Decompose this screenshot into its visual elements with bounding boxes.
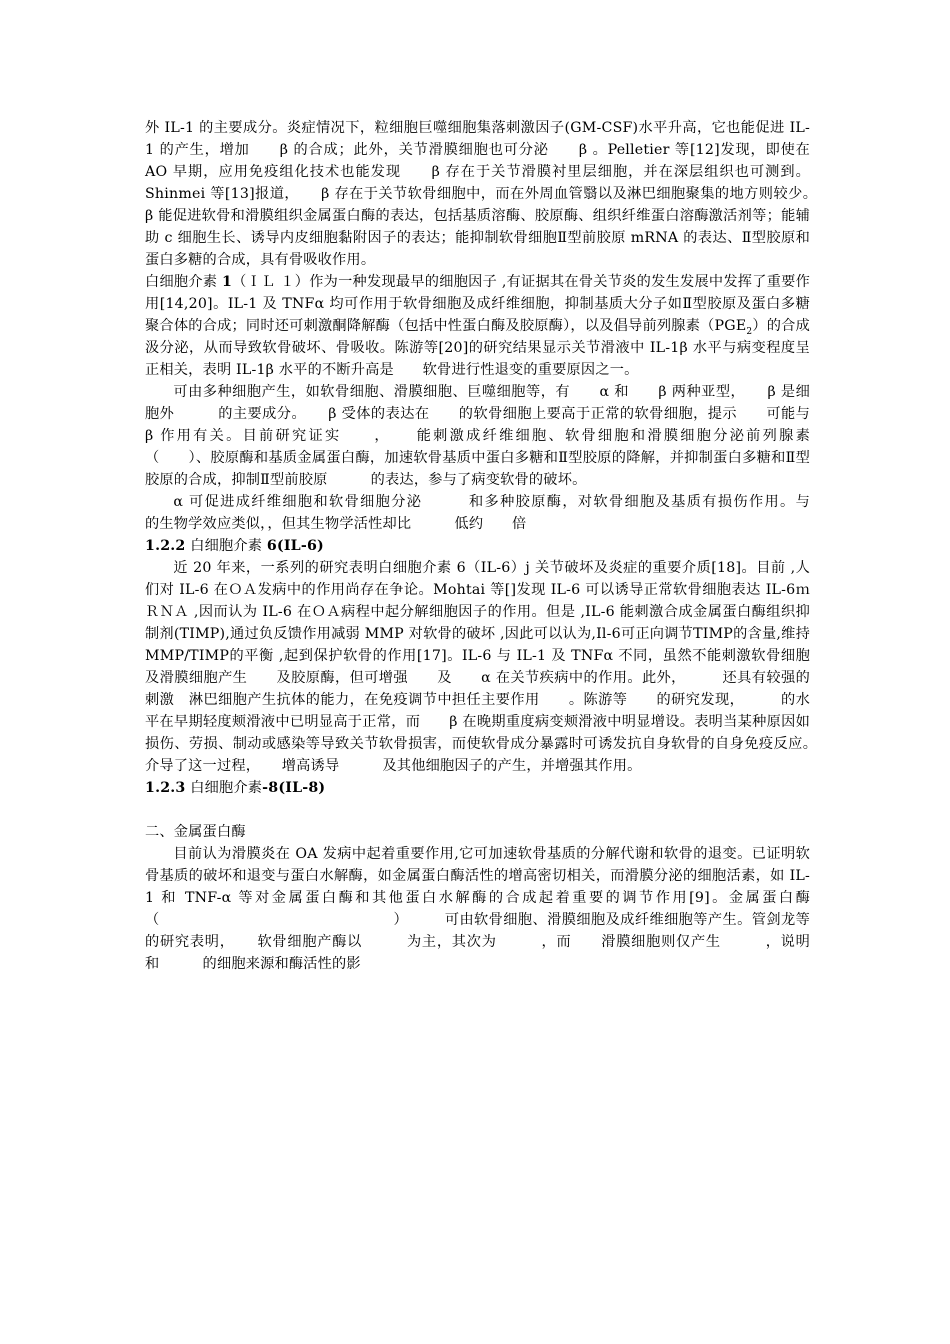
heading-1-2-3 xyxy=(145,777,810,799)
paragraph-tnf-alpha: α 可促进成纤维细胞和软骨细胞分泌 和多种胶原酶，对软骨细胞及基质有损伤作用。与 的生物学效应类似，，但其生物学活性却比 低约 倍 xyxy=(145,494,854,532)
text-span: （ＩＬ １）作为一种发现最早的细胞因子 ,有证据其在骨关节炎的发生发展中发挥了重要作用[14,20]。IL-1 及 TNFα 均可作用于软骨细胞及成纤维细胞，抑制基质大分子如Ⅱ型胶原及蛋白多糖聚合体的合成；同时还可刺激酮降解酶（包括中性蛋白酶及胶原酶），以及倡导前列腺素（PGE xyxy=(145,274,810,334)
paragraph-il1-intro xyxy=(145,271,810,381)
document-page xyxy=(145,117,854,975)
heading-number: 1.2.2 xyxy=(145,538,186,554)
heading-text: 白细胞介素 xyxy=(185,780,263,796)
paragraph-tnf: 可由多种细胞产生，如软骨细胞、滑膜细胞、巨噬细胞等，有 α 和 β 两种亚型， β 是细胞外 的主要成分。 β 受体的表达在 的软骨细胞上要高于正常的软骨细胞，提示 可能与 β 作用有关。目前研究证实 ， 能刺激成纤维细胞、软骨细胞和滑膜细胞分泌前列腺素 （ ）、胶原酶和基质金属蛋白酶，加速软骨基质中蛋白多糖和Ⅱ型胶原的降解，并抑制蛋白多糖和Ⅱ型胶原的合成，抑制Ⅱ型前胶原 的表达，参与了病变软骨的破坏。 xyxy=(145,384,854,488)
heading-bold-text: -8(IL-8) xyxy=(262,780,326,796)
paragraph-mmp: 目前认为滑膜炎在 OA 发病中起着重要作用,它可加速软骨基质的分解代谢和软骨的退变。已证明软骨基质的破坏和退变与蛋白水解酶，如金属蛋白酶活性的增高密切相关，而滑膜分泌的细胞活素，如 IL-1 和 TNF-α 等对金属蛋白酶和其他蛋白水解酶的合成起着重要的调节作用[9]。金属蛋白酶（ ） 可由软骨细胞、滑膜细胞及成纤维细胞等产生。管剑龙等 的研究表明， 软骨细胞产酶以 为主，其次为 ，而 滑膜细胞则仅产生 ，说明 和 的细胞来源和酶活性的影 xyxy=(145,846,854,972)
paragraph-il6: 近 20 年来，一系列的研究表明白细胞介素 6（IL-6）j 关节破坏及炎症的重要介质[18]。目前 ,人们对 IL-6 在ＯＡ发病中的作用尚存在争论。Mohtai 等[]发现 IL-6 可以诱导正常软骨细胞表达 IL-6ｍＲＮＡ ,因而认为 IL-6 在ＯＡ病程中起分解细胞因子的作用。但是 ,IL-6 能刺激合成金属蛋白酶组织抑制剂(TIMP),通过负反馈作用减弱 MMP 对软骨的破坏 ,因此可以认为,Il-6可正向调节TIMP的含量,维持MMP/TIMP的平衡 ,起到保护软骨的作用[17]。IL-6 与 IL-1 及 TNFα 不同，虽然不能刺激软骨细胞及滑膜细胞产生 及胶原酶，但可增强 及 α 在关节疾病中的作用。此外， 还具有较强的刺激 淋巴细胞产生抗体的能力，在免疫调节中担任主要作用 。陈游等 的研究发现， 的水平在早期轻度颊滑液中已明显高于正常，而 β 在晚期重度病变颊滑液中明显增设。表明当某种原因如损伤、劳损、制动或感染等导致关节软骨损害，而使软骨成分暴露时可诱发抗自身软骨的自身免疫反应。 介导了这一过程， 增高诱导 及其他细胞因子的产生，并增强其作用。 xyxy=(145,560,839,774)
text-span: 白细胞介素 xyxy=(145,274,223,290)
heading-1-2-2 xyxy=(145,535,810,557)
heading-number: 1.2.3 xyxy=(145,780,186,796)
heading-bold-text: 6(IL-6) xyxy=(266,538,324,554)
heading-text: 白细胞介素 xyxy=(185,538,267,554)
paragraph-il1-sources: 外 IL-1 的主要成分。炎症情况下，粒细胞巨噬细胞集落刺激因子(GM-CSF)水平升高，它也能促进 IL-1 的产生，增加 β 的合成；此外，关节滑膜细胞也可分泌 β 。Pelletier 等[12]发现，即使在 AO 早期，应用免疫组化技术也能发现 β 存在于关节滑膜衬里层细胞，并在深层组织也可测到。Shinmei 等[13]报道， β 存在于关节软骨细胞中，而在外周血管翳以及淋巴细胞聚集的地方则较少。 β 能促进软骨和滑膜组织金属蛋白酶的表达，包括基质溶酶、胶原酶、组织纤维蛋白溶酶激活剂等；能辅助 c 细胞生长、诱导内皮细胞黏附因子的表达；能抑制软骨细胞Ⅱ型前胶原 mRNA 的表达、Ⅱ型胶原和蛋白多糖的合成，具有骨吸收作用。 xyxy=(145,120,839,268)
bold-number: 1 xyxy=(222,274,233,290)
section-title-mmp: 二、金属蛋白酶 xyxy=(145,824,246,840)
text-span: ）的合成汲分泌，从而导致软骨破坏、骨吸收。陈游等[20]的研究结果显示关节滑液中 IL-1β 水平与病变程度呈正相关，表明 IL-1β 水平的不断升高是 软骨进行性退变的重要原因之一。 xyxy=(145,318,810,378)
subscript: 2 xyxy=(746,326,753,337)
blank-line xyxy=(145,799,810,821)
